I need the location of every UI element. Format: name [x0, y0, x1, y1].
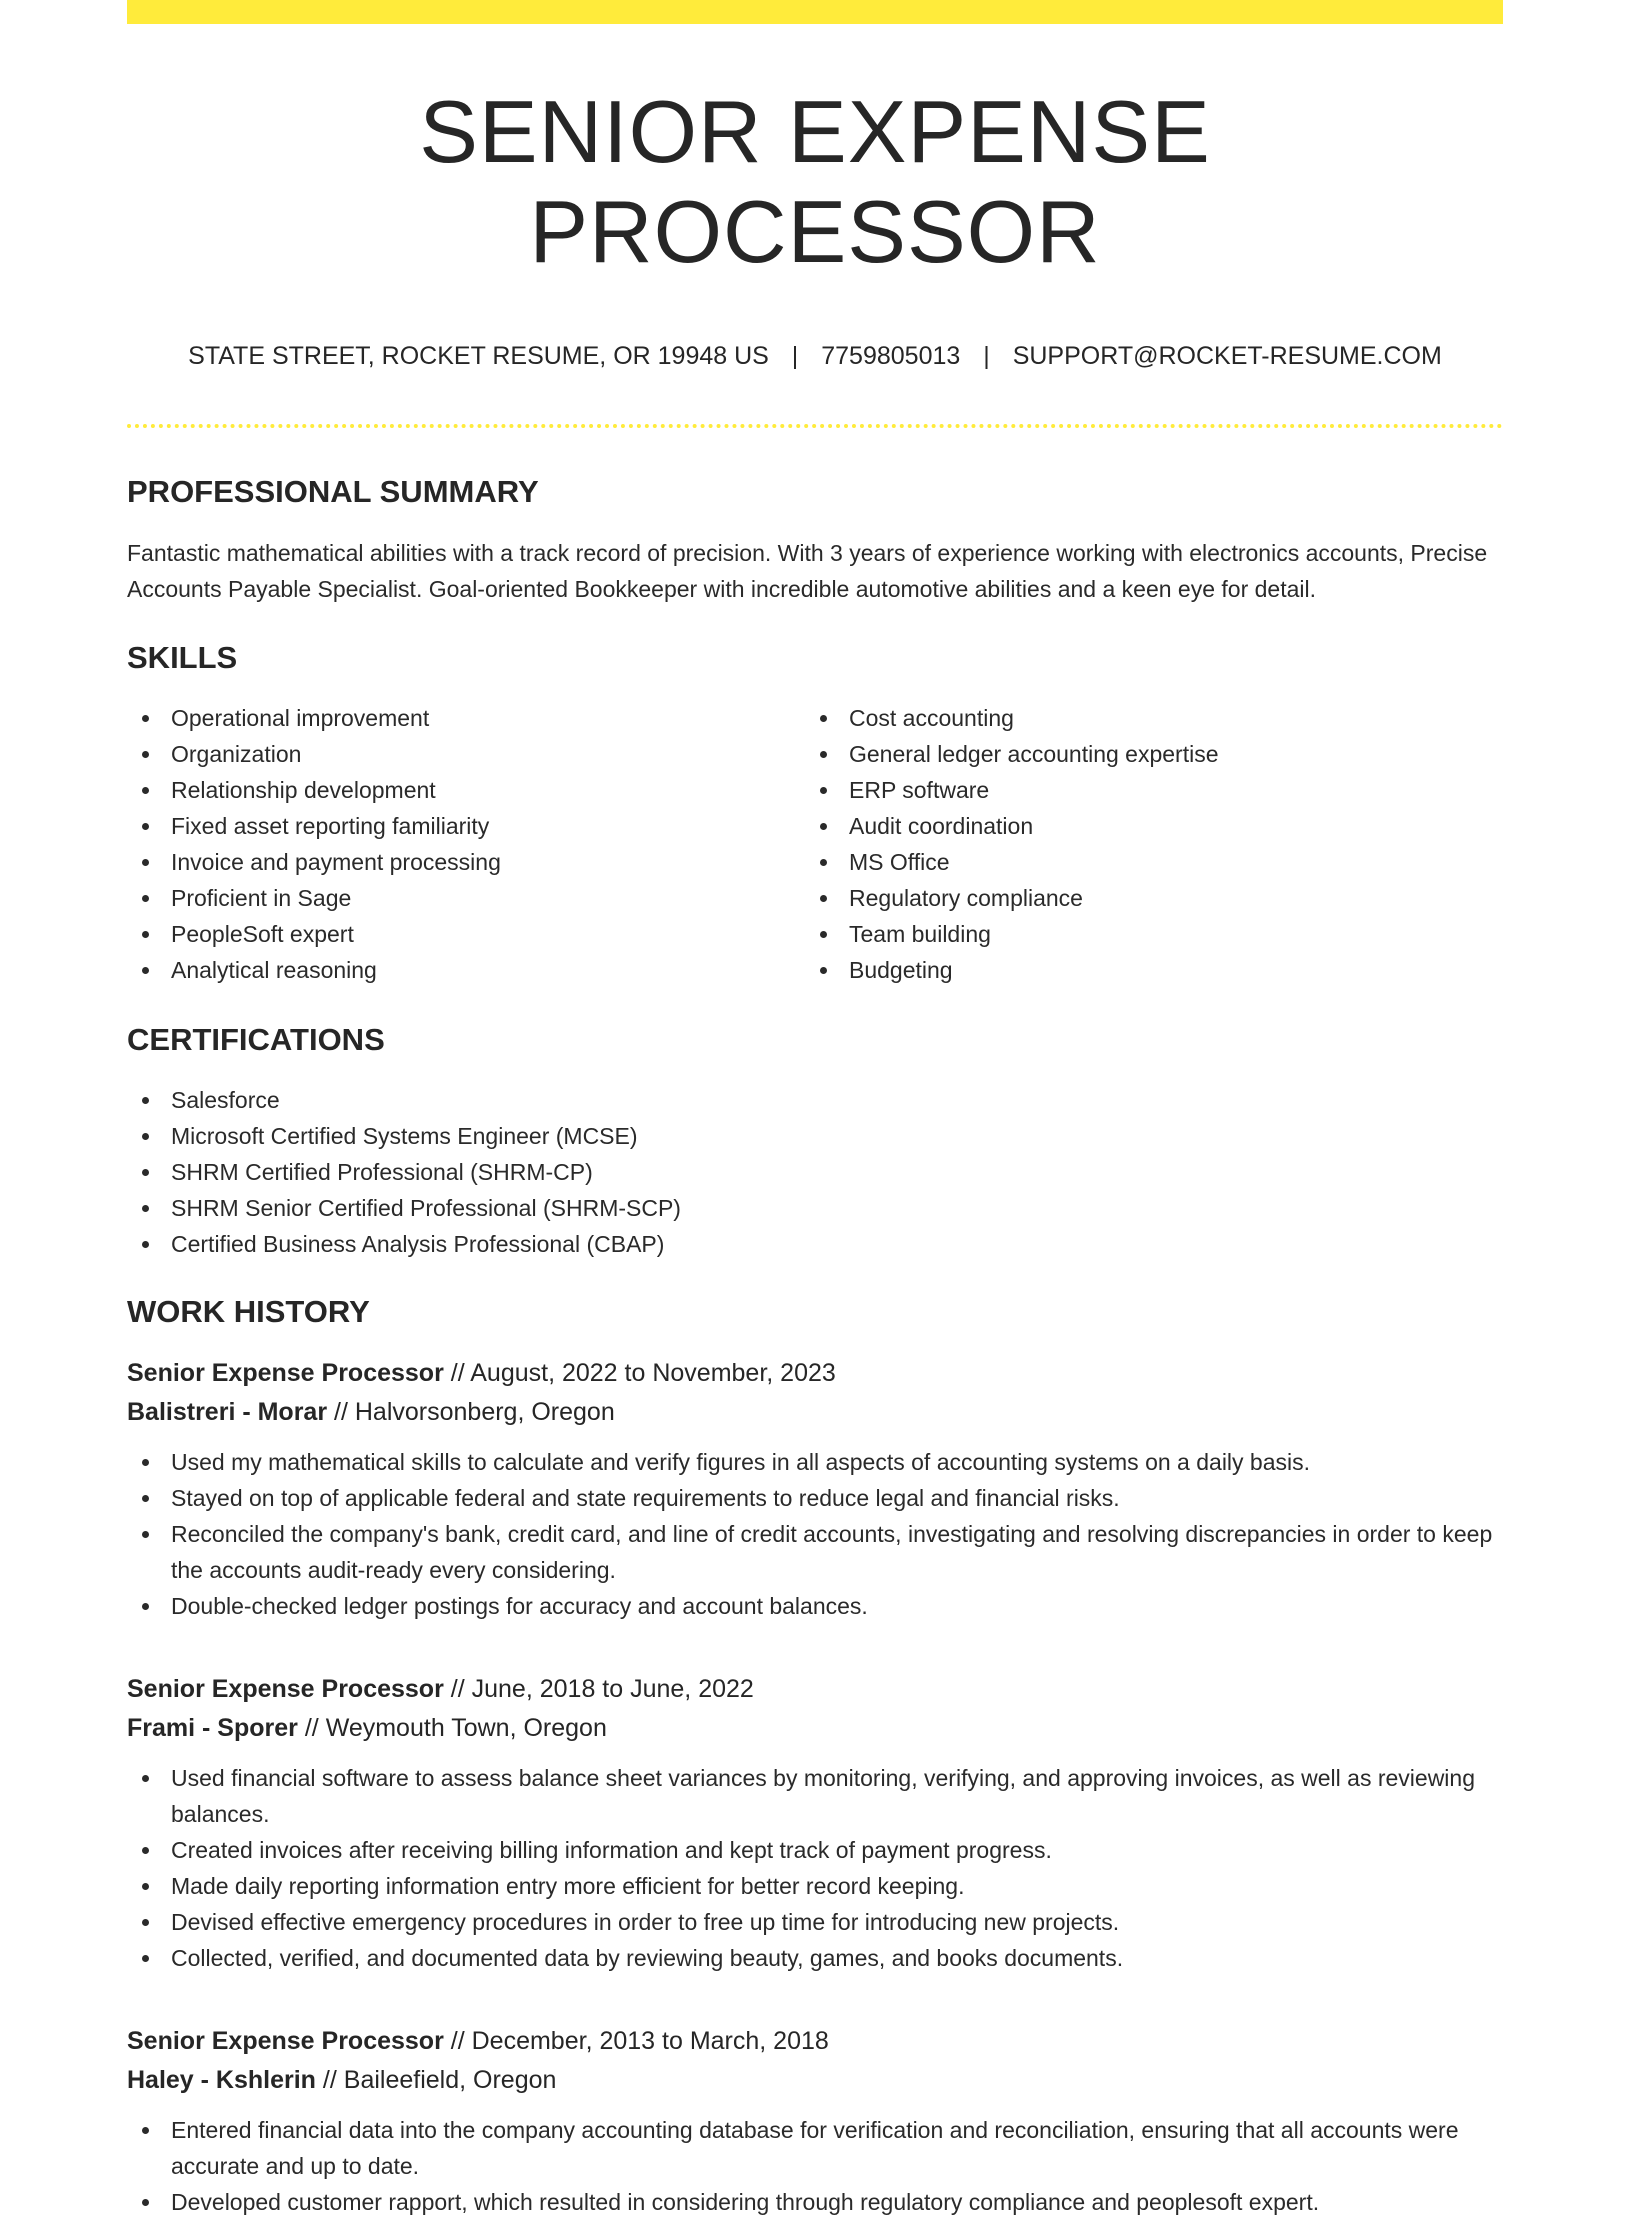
skill-item: PeopleSoft expert: [127, 916, 805, 952]
certification-item: Salesforce: [127, 1082, 1503, 1118]
skill-item: Cost accounting: [805, 700, 1483, 736]
job-title-line: [127, 2022, 1503, 2061]
skill-item: Operational improvement: [127, 700, 805, 736]
job-bullets: [127, 1760, 1503, 1976]
job-location: Weymouth Town, Oregon: [325, 1714, 607, 1742]
skill-item: Relationship development: [127, 772, 805, 808]
summary-text: Fantastic mathematical abilities with a track record of precision. With 3 years of experience working with electronics accounts, Precise Accounts Payable Specialist. Goal-oriented Bookkeeper with incredible automotive abilities and a keen eye for detail.: [127, 540, 1488, 602]
summary-heading: PROFESSIONAL SUMMARY: [127, 474, 539, 509]
resume-page: [127, 0, 1503, 2220]
job-bullet: Made daily reporting information entry more efficient for better record keeping.: [127, 1868, 1503, 1904]
job-company-line: [127, 2061, 1503, 2100]
job-company-line: [127, 1393, 1503, 1432]
job-bullet: Stayed on top of applicable federal and state requirements to reduce legal and financial risks.: [127, 1480, 1503, 1516]
job-dates: August, 2022 to November, 2023: [470, 1359, 836, 1387]
job-bullet: Collected, verified, and documented data by reviewing beauty, games, and books documents.: [127, 1940, 1503, 1976]
job-separator: //: [450, 1675, 465, 1703]
skill-item: Audit coordination: [805, 808, 1483, 844]
skill-item: ERP software: [805, 772, 1483, 808]
job-role: Senior Expense Processor: [127, 2027, 444, 2055]
contact-separator: |: [983, 342, 990, 370]
job-separator: //: [334, 1398, 348, 1426]
skill-item: Proficient in Sage: [127, 880, 805, 916]
job-bullet: Reconciled the company's bank, credit card, and line of credit accounts, investigating and resolving discrepancies in order to keep the accounts audit-ready every considering.: [127, 1516, 1503, 1588]
job-separator: //: [450, 1359, 465, 1387]
job-role: Senior Expense Processor: [127, 1675, 444, 1703]
skills-list-left: [127, 700, 805, 988]
job-bullet: Used financial software to assess balance sheet variances by monitoring, verifying, and approving invoices, as well as reviewing balances.: [127, 1760, 1503, 1832]
certification-item: SHRM Certified Professional (SHRM-CP): [127, 1154, 1503, 1190]
job-separator: //: [450, 2027, 465, 2055]
certifications-list: [127, 1082, 1503, 1262]
skills-heading: SKILLS: [127, 640, 238, 675]
job-title-line: [127, 1670, 1503, 1709]
job-entry: [127, 2022, 1503, 2220]
job-role: Senior Expense Processor: [127, 1359, 444, 1387]
job-title-line: [127, 1354, 1503, 1393]
contact-line: [127, 338, 1503, 374]
job-bullets: [127, 2112, 1503, 2220]
skill-item: Team building: [805, 916, 1483, 952]
job-entry: [127, 1354, 1503, 1624]
job-location: Halvorsonberg, Oregon: [354, 1398, 615, 1426]
contact-phone: 7759805013: [821, 342, 961, 370]
skill-item: Budgeting: [805, 952, 1483, 988]
contact-email: SUPPORT@ROCKET-RESUME.COM: [1012, 342, 1442, 370]
certification-item: Microsoft Certified Systems Engineer (MCSE): [127, 1118, 1503, 1154]
job-bullet: Used my mathematical skills to calculate and verify figures in all aspects of accounting systems on a daily basis.: [127, 1444, 1503, 1480]
job-company: Haley - Kshlerin: [127, 2066, 316, 2094]
certifications-heading: CERTIFICATIONS: [127, 1022, 385, 1057]
job-bullet: Developed customer rapport, which resulted in considering through regulatory compliance and peoplesoft expert.: [127, 2184, 1503, 2220]
skill-item: General ledger accounting expertise: [805, 736, 1483, 772]
work-history-heading: WORK HISTORY: [127, 1294, 370, 1329]
job-entry: [127, 1670, 1503, 1976]
job-bullet: Entered financial data into the company accounting database for verification and reconciliation, ensuring that all accounts were accurate and up to date.: [127, 2112, 1503, 2184]
job-company: Frami - Sporer: [127, 1714, 298, 1742]
skill-item: Analytical reasoning: [127, 952, 805, 988]
contact-address: STATE STREET, ROCKET RESUME, OR 19948 US: [188, 342, 769, 370]
skill-item: Invoice and payment processing: [127, 844, 805, 880]
skill-item: Regulatory compliance: [805, 880, 1483, 916]
certification-item: Certified Business Analysis Professional (CBAP): [127, 1226, 1503, 1262]
job-bullet: Devised effective emergency procedures in order to free up time for introducing new projects.: [127, 1904, 1503, 1940]
job-location: Baileefield, Oregon: [343, 2066, 557, 2094]
accent-top-bar: [127, 0, 1503, 24]
job-bullets: [127, 1444, 1503, 1624]
job-bullet: Double-checked ledger postings for accuracy and account balances.: [127, 1588, 1503, 1624]
dotted-divider: [127, 424, 1503, 428]
skills-grid: [127, 700, 1503, 988]
skills-list-right: [805, 700, 1483, 988]
job-dates: December, 2013 to March, 2018: [471, 2027, 829, 2055]
job-separator: //: [322, 2066, 337, 2094]
skill-item: MS Office: [805, 844, 1483, 880]
skill-item: Organization: [127, 736, 805, 772]
resume-name: SENIOR EXPENSE PROCESSOR: [419, 82, 1211, 281]
job-company-line: [127, 1709, 1503, 1748]
contact-separator: |: [791, 342, 799, 370]
job-dates: June, 2018 to June, 2022: [471, 1675, 754, 1703]
job-bullet: Created invoices after receiving billing information and kept track of payment progress.: [127, 1832, 1503, 1868]
job-separator: //: [304, 1714, 319, 1742]
job-company: Balistreri - Morar: [127, 1398, 328, 1426]
certification-item: SHRM Senior Certified Professional (SHRM-SCP): [127, 1190, 1503, 1226]
skill-item: Fixed asset reporting familiarity: [127, 808, 805, 844]
